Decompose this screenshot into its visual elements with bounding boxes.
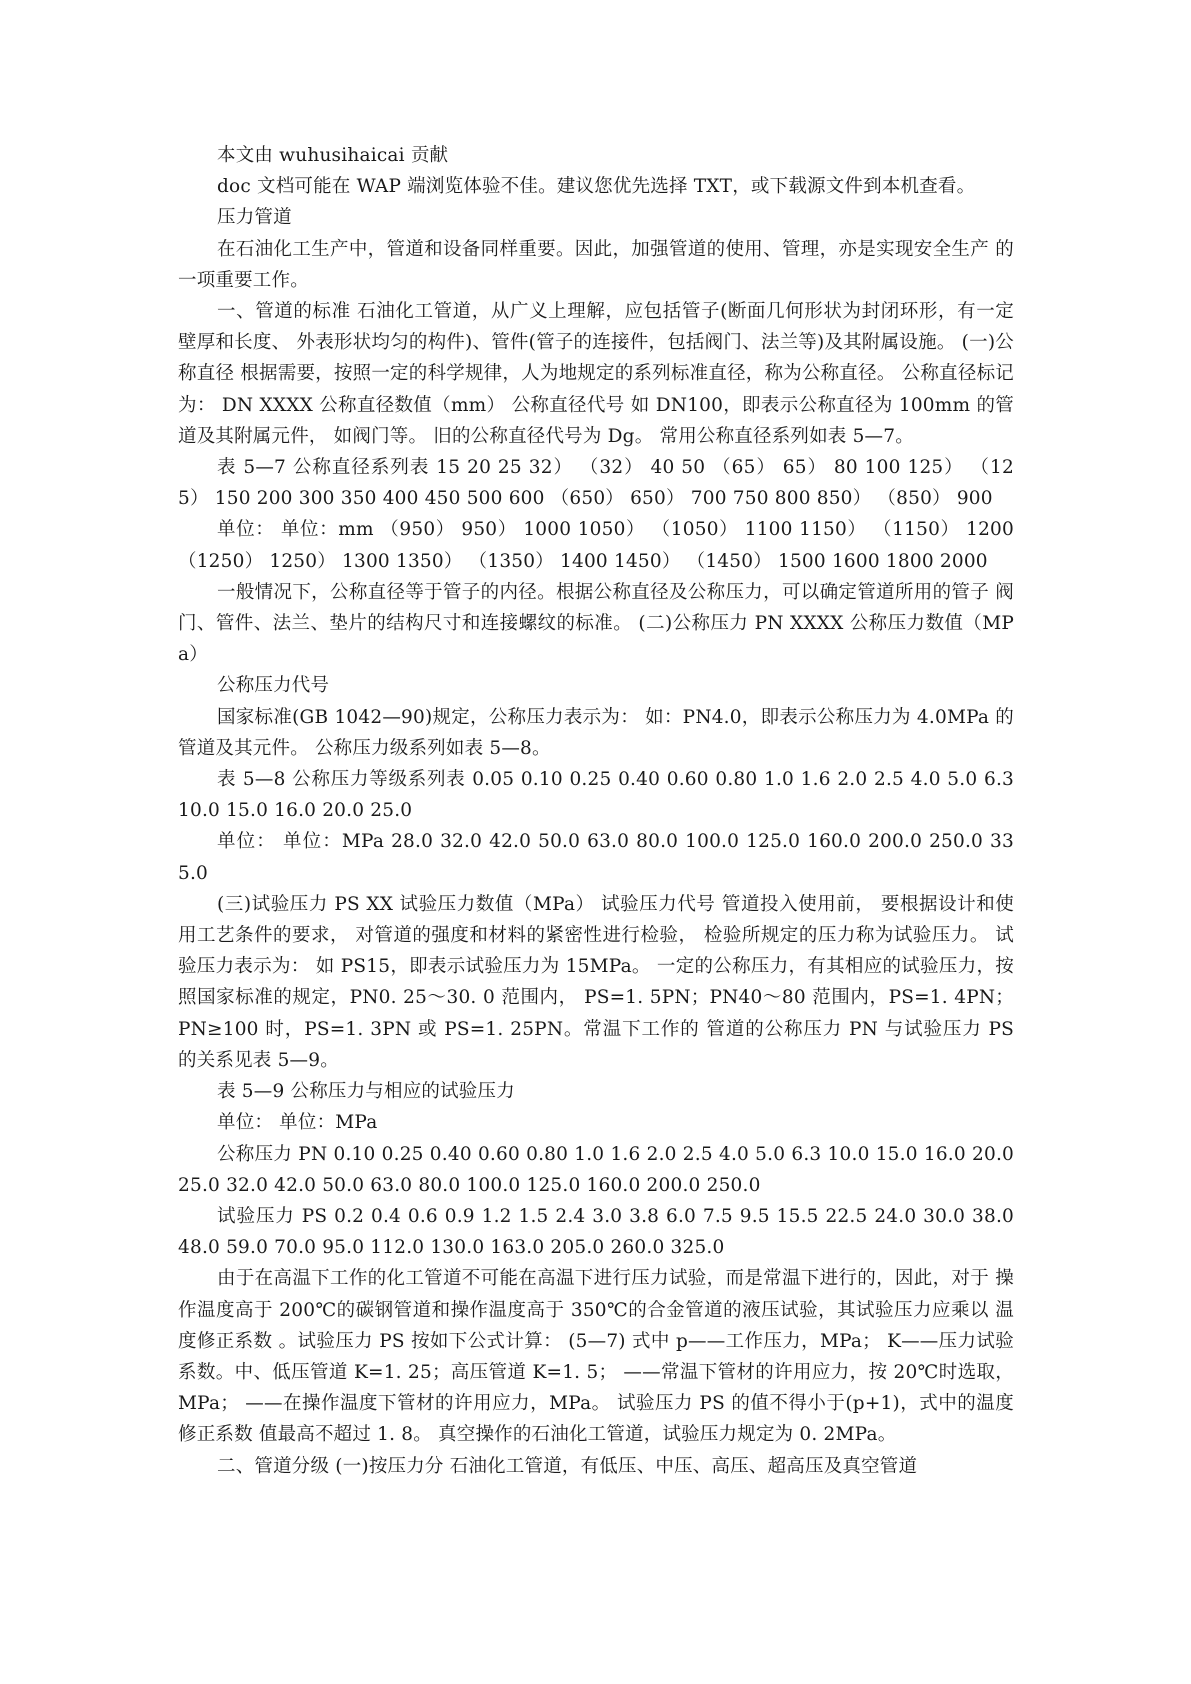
intro-paragraph: 在石油化工生产中，管道和设备同样重要。因此，加强管道的使用、管理，亦是实现安全生产 的一项重要工作。 <box>178 238 1014 291</box>
pipe-classification-paragraph: 二、管道分级 (一)按压力分 石油化工管道，有低压、中压、高压、超高压及真空管道 <box>217 1455 918 1477</box>
document-body <box>178 140 1014 1482</box>
table-5-8-paragraph: 表 5—8 公称压力等级系列表 0.05 0.10 0.25 0.40 0.60 0.80 1.0 1.6 2.0 2.5 4.0 5.0 6.3 10.0 15.0 16.0 20.0 25.0 <box>178 769 1014 822</box>
table-5-9-unit: 单位： 单位：MPa <box>217 1112 378 1134</box>
wap-notice: doc 文档可能在 WAP 端浏览体验不佳。建议您优先选择 TXT，或下载源文件到本机查看。 <box>217 176 976 198</box>
contributor-line: 本文由 wuhusihaicai 贡献 <box>217 145 449 166</box>
nominal-pressure-row: 公称压力 PN 0.10 0.25 0.40 0.60 0.80 1.0 1.6 2.0 2.5 4.0 5.0 6.3 10.0 15.0 16.0 20.0 25.0 32.0 42.0 50.0 63.0 80.0 100.0 125.0 160.0 200.0 250.0 <box>178 1143 1014 1196</box>
table-5-7-unit-paragraph: 单位： 单位：mm （950） 950） 1000 1050） （1050） 1100 1150） （1150） 1200 （1250） 1250） 1300 1350） （1350） 1400 1450） （1450） 1500 1600 1800 2000 <box>178 519 1014 572</box>
test-pressure-row: 试验压力 PS 0.2 0.4 0.6 0.9 1.2 1.5 2.4 3.0 3.8 6.0 7.5 9.5 15.5 22.5 24.0 30.0 38.0 48.0 59.0 70.0 95.0 112.0 130.0 163.0 205.0 260.0 325.0 <box>178 1205 1014 1259</box>
national-standard-paragraph: 国家标准(GB 1042—90)规定，公称压力表示为： 如：PN4.0，即表示公称压力为 4.0MPa 的管道及其元件。 公称压力级系列如表 5—8。 <box>178 706 1014 759</box>
nominal-diameter-paragraph: 一般情况下，公称直径等于管子的内径。根据公称直径及公称压力，可以确定管道所用的管子 阀门、管件、法兰、垫片的结构尺寸和连接螺纹的标准。 (二)公称压力 PN XXXX 公称压力数值（MPa） <box>178 581 1014 666</box>
high-temperature-paragraph: 由于在高温下工作的化工管道不可能在高温下进行压力试验，而是常温下进行的，因此，对于 操作温度高于 200℃的碳钢管道和操作温度高于 350℃的合金管道的液压试验，其试验压力应乘以 温度修正系数 。试验压力 PS 按如下公式计算： (5—7) 式中 p——工作压力，MPa； K——压力试验系数。中、低压管道 K=1. 25；高压管道 K=1. 5； ——常温下管材的许用应力，按 20℃时选取，MPa； ——在操作温度下管材的许用应力，MPa。 试验压力 PS 的值不得小于(p+1)，式中的温度修正系数 值最高不超过 1. 8。 真空操作的石油化工管道，试验压力规定为 0. 2MPa。 <box>178 1268 1014 1446</box>
table-5-8-unit-paragraph: 单位： 单位：MPa 28.0 32.0 42.0 50.0 63.0 80.0 100.0 125.0 160.0 200.0 250.0 335.0 <box>178 831 1014 884</box>
table-5-9-title: 表 5—9 公称压力与相应的试验压力 <box>217 1081 515 1103</box>
document-title: 压力管道 <box>217 207 292 229</box>
nominal-pressure-code-line: 公称压力代号 <box>217 675 330 697</box>
pipe-standard-paragraph: 一、管道的标准 石油化工管道，从广义上理解，应包括管子(断面几何形状为封闭环形，有一定壁厚和长度、 外表形状均匀的构件)、管件(管子的连接件，包括阀门、法兰等)及其附属设施。 (一)公称直径 根据需要，按照一定的科学规律，人为地规定的系列标准直径，称为公称直径。 公称直径标记为： DN XXXX 公称直径数值（mm） 公称直径代号 如 DN100，即表示公称直径为 100mm 的管道及其附属元件， 如阀门等。 旧的公称直径代号为 Dg。 常用公称直径系列如表 5—7。 <box>178 301 1014 447</box>
table-5-7-paragraph: 表 5—7 公称直径系列表 15 20 25 32） （32） 40 50 （65） 65） 80 100 125） （125） 150 200 300 350 400 450 500 600 （650） 650） 700 750 800 850） （850） 900 <box>178 457 1014 510</box>
test-pressure-paragraph: (三)试验压力 PS XX 试验压力数值（MPa） 试验压力代号 管道投入使用前， 要根据设计和使用工艺条件的要求， 对管道的强度和材料的紧密性进行检验， 检验所规定的压力称为试验压力。 试验压力表示为： 如 PS15，即表示试验压力为 15MPa。 一定的公称压力，有其相应的试验压力，按照国家标准的规定，PN0. 25～30. 0 范围内， PS=1. 5PN；PN40～80 范围内，PS=1. 4PN；PN≥100 时，PS=1. 3PN 或 PS=1. 25PN。常温下工作的 管道的公称压力 PN 与试验压力 PS 的关系见表 5—9。 <box>178 893 1014 1071</box>
